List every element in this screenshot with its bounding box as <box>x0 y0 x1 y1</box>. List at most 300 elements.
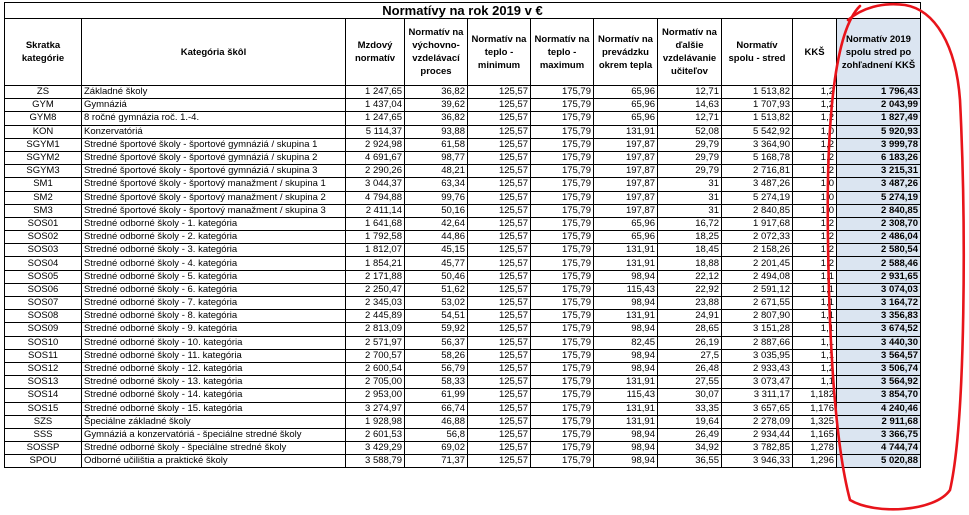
category-name: Stredné odborné školy - 1. kategória <box>82 217 346 230</box>
table-cell: 4 691,67 <box>346 151 405 164</box>
table-cell: 2 924,98 <box>346 138 405 151</box>
table-cell: 2 580,54 <box>837 244 921 257</box>
table-row <box>5 310 921 323</box>
table-cell: 1,2 <box>793 99 837 112</box>
table-cell: 27,55 <box>658 376 722 389</box>
table-cell: 2 933,43 <box>722 362 793 375</box>
table-cell: 2 911,68 <box>837 415 921 428</box>
table-row <box>5 204 921 217</box>
table-cell: 3 044,37 <box>346 178 405 191</box>
category-name: Stredné odborné školy - 5. kategória <box>82 270 346 283</box>
category-name: Stredné odborné školy - 8. kategória <box>82 310 346 323</box>
table-cell: 2 571,97 <box>346 336 405 349</box>
table-cell: 82,45 <box>594 336 658 349</box>
table-row <box>5 231 921 244</box>
table-cell: 125,57 <box>468 244 531 257</box>
table-cell: 3 782,85 <box>722 442 793 455</box>
category-code: SM3 <box>5 204 82 217</box>
column-header: Normatív na prevádzku okrem tepla <box>594 19 658 86</box>
table-cell: 2 716,81 <box>722 165 793 178</box>
table-cell: 175,79 <box>531 310 594 323</box>
table-cell: 56,37 <box>405 336 468 349</box>
table-cell: 175,79 <box>531 191 594 204</box>
table-row <box>5 323 921 336</box>
table-cell: 42,64 <box>405 217 468 230</box>
table-cell: 56,8 <box>405 428 468 441</box>
table-cell: 125,57 <box>468 138 531 151</box>
table-cell: 5 274,19 <box>722 191 793 204</box>
spreadsheet <box>4 2 921 468</box>
category-name: Stredné športové školy - športové gymnáziá / skupina 3 <box>82 165 346 178</box>
table-cell: 1,278 <box>793 442 837 455</box>
table-cell: 65,96 <box>594 112 658 125</box>
category-name: Stredné športové školy - športový manažment / skupina 3 <box>82 204 346 217</box>
header-row <box>5 19 921 86</box>
table-cell: 175,79 <box>531 165 594 178</box>
category-name: Základné školy <box>82 86 346 99</box>
table-cell: 65,96 <box>594 217 658 230</box>
table-cell: 66,74 <box>405 402 468 415</box>
table-cell: 1,1 <box>793 310 837 323</box>
table-cell: 2 887,66 <box>722 336 793 349</box>
table-cell: 98,94 <box>594 362 658 375</box>
table-cell: 125,57 <box>468 428 531 441</box>
table-cell: 2 813,09 <box>346 323 405 336</box>
table-cell: 175,79 <box>531 389 594 402</box>
table-cell: 1 796,43 <box>837 86 921 99</box>
table-cell: 2 588,46 <box>837 257 921 270</box>
table-cell: 197,87 <box>594 151 658 164</box>
category-name: Stredné športové školy - športové gymnáziá / skupina 2 <box>82 151 346 164</box>
table-cell: 3 946,33 <box>722 455 793 468</box>
table-cell: 3 506,74 <box>837 362 921 375</box>
table-cell: 1,1 <box>793 297 837 310</box>
table-cell: 197,87 <box>594 204 658 217</box>
table-cell: 50,16 <box>405 204 468 217</box>
category-name: Stredné športové školy - športový manažment / skupina 1 <box>82 178 346 191</box>
table-row <box>5 376 921 389</box>
table-cell: 98,77 <box>405 151 468 164</box>
category-code: SPOU <box>5 455 82 468</box>
table-cell: 1,325 <box>793 415 837 428</box>
column-header: Normatív na výchovno-vzdelávací proces <box>405 19 468 86</box>
table-cell: 2 494,08 <box>722 270 793 283</box>
category-name: Stredné odborné školy - 13. kategória <box>82 376 346 389</box>
table-row <box>5 178 921 191</box>
table-cell: 2 411,14 <box>346 204 405 217</box>
table-cell: 131,91 <box>594 257 658 270</box>
category-code: SOS11 <box>5 349 82 362</box>
table-row <box>5 362 921 375</box>
category-name: Stredné odborné školy - 7. kategória <box>82 297 346 310</box>
table-cell: 98,94 <box>594 442 658 455</box>
table-row <box>5 99 921 112</box>
table-cell: 2 700,57 <box>346 349 405 362</box>
table-cell: 125,57 <box>468 125 531 138</box>
table-row <box>5 428 921 441</box>
category-name: Gymnáziá <box>82 99 346 112</box>
table-cell: 197,87 <box>594 178 658 191</box>
table-cell: 3 074,03 <box>837 283 921 296</box>
category-code: SOS07 <box>5 297 82 310</box>
table-cell: 175,79 <box>531 270 594 283</box>
table-cell: 31 <box>658 204 722 217</box>
category-code: SM1 <box>5 178 82 191</box>
table-cell: 48,21 <box>405 165 468 178</box>
table-cell: 36,82 <box>405 112 468 125</box>
table-row <box>5 270 921 283</box>
table-cell: 2 705,00 <box>346 376 405 389</box>
table-cell: 54,51 <box>405 310 468 323</box>
table-cell: 3 035,95 <box>722 349 793 362</box>
table-cell: 2 043,99 <box>837 99 921 112</box>
table-cell: 2 201,45 <box>722 257 793 270</box>
table-cell: 2 840,85 <box>722 204 793 217</box>
category-code: SM2 <box>5 191 82 204</box>
table-cell: 3 854,70 <box>837 389 921 402</box>
table-cell: 175,79 <box>531 336 594 349</box>
table-cell: 53,02 <box>405 297 468 310</box>
table-cell: 3 657,65 <box>722 402 793 415</box>
table-cell: 63,34 <box>405 178 468 191</box>
category-name: Gymnáziá a konzervatóriá - špeciálne stredné školy <box>82 428 346 441</box>
table-cell: 131,91 <box>594 244 658 257</box>
table-cell: 1,2 <box>793 165 837 178</box>
table-cell: 3 151,28 <box>722 323 793 336</box>
table-cell: 1,1 <box>793 283 837 296</box>
table-cell: 175,79 <box>531 455 594 468</box>
table-cell: 3 429,29 <box>346 442 405 455</box>
table-cell: 59,92 <box>405 323 468 336</box>
table-cell: 3 274,97 <box>346 402 405 415</box>
table-cell: 2 308,70 <box>837 217 921 230</box>
table-cell: 125,57 <box>468 297 531 310</box>
table-cell: 50,46 <box>405 270 468 283</box>
column-header: Normatív spolu - stred <box>722 19 793 86</box>
table-cell: 65,96 <box>594 99 658 112</box>
table-cell: 6 183,26 <box>837 151 921 164</box>
table-row <box>5 257 921 270</box>
category-name: Stredné odborné školy - 3. kategória <box>82 244 346 257</box>
table-cell: 125,57 <box>468 231 531 244</box>
category-code: SOS03 <box>5 244 82 257</box>
table-cell: 1,0 <box>793 178 837 191</box>
table-row <box>5 455 921 468</box>
table-cell: 175,79 <box>531 244 594 257</box>
table-cell: 22,92 <box>658 283 722 296</box>
table-cell: 125,57 <box>468 402 531 415</box>
table-cell: 131,91 <box>594 402 658 415</box>
category-code: SOS14 <box>5 389 82 402</box>
table-cell: 3 487,26 <box>722 178 793 191</box>
table-cell: 51,62 <box>405 283 468 296</box>
category-name: Stredné športové školy - športový manažment / skupina 2 <box>82 191 346 204</box>
table-row <box>5 336 921 349</box>
category-code: SOS01 <box>5 217 82 230</box>
category-name: Špeciálne základné školy <box>82 415 346 428</box>
table-cell: 5 020,88 <box>837 455 921 468</box>
table-cell: 1,182 <box>793 389 837 402</box>
table-cell: 98,94 <box>594 270 658 283</box>
category-code: SOS02 <box>5 231 82 244</box>
table-cell: 131,91 <box>594 415 658 428</box>
table-cell: 58,33 <box>405 376 468 389</box>
table-cell: 125,57 <box>468 99 531 112</box>
table-cell: 98,94 <box>594 349 658 362</box>
table-cell: 1,2 <box>793 257 837 270</box>
table-cell: 1 928,98 <box>346 415 405 428</box>
table-cell: 2 345,03 <box>346 297 405 310</box>
table-cell: 12,71 <box>658 112 722 125</box>
table-cell: 31 <box>658 178 722 191</box>
table-cell: 30,07 <box>658 389 722 402</box>
table-cell: 26,48 <box>658 362 722 375</box>
table-cell: 3 215,31 <box>837 165 921 178</box>
table-cell: 61,99 <box>405 389 468 402</box>
table-cell: 3 356,83 <box>837 310 921 323</box>
table-cell: 175,79 <box>531 217 594 230</box>
category-code: SOS08 <box>5 310 82 323</box>
table-cell: 1 247,65 <box>346 112 405 125</box>
table-cell: 4 744,74 <box>837 442 921 455</box>
table-cell: 175,79 <box>531 99 594 112</box>
table-cell: 98,94 <box>594 455 658 468</box>
category-name: Stredné odborné školy - 10. kategória <box>82 336 346 349</box>
table-cell: 39,62 <box>405 99 468 112</box>
table-cell: 14,63 <box>658 99 722 112</box>
table-cell: 18,25 <box>658 231 722 244</box>
table-cell: 175,79 <box>531 323 594 336</box>
table-cell: 71,37 <box>405 455 468 468</box>
table-cell: 175,79 <box>531 415 594 428</box>
column-header: Normatív na teplo - maximum <box>531 19 594 86</box>
table-row <box>5 112 921 125</box>
table-cell: 45,77 <box>405 257 468 270</box>
column-header: Mzdový normatív <box>346 19 405 86</box>
table-cell: 1 641,68 <box>346 217 405 230</box>
table-cell: 18,45 <box>658 244 722 257</box>
table-cell: 1,1 <box>793 270 837 283</box>
table-cell: 34,92 <box>658 442 722 455</box>
table-row <box>5 283 921 296</box>
table-cell: 29,79 <box>658 165 722 178</box>
table-cell: 2 278,09 <box>722 415 793 428</box>
category-name: Stredné odborné školy - 15. kategória <box>82 402 346 415</box>
table-cell: 1,1 <box>793 323 837 336</box>
category-name: Stredné odborné školy - špeciálne stredné školy <box>82 442 346 455</box>
table-cell: 1,0 <box>793 204 837 217</box>
table-cell: 1,0 <box>793 191 837 204</box>
table-cell: 175,79 <box>531 349 594 362</box>
table-cell: 26,49 <box>658 428 722 441</box>
table-cell: 125,57 <box>468 257 531 270</box>
category-name: Stredné športové školy - športové gymnáziá / skupina 1 <box>82 138 346 151</box>
table-cell: 98,94 <box>594 297 658 310</box>
category-code: SZS <box>5 415 82 428</box>
table-cell: 2 591,12 <box>722 283 793 296</box>
table-cell: 26,19 <box>658 336 722 349</box>
table-cell: 125,57 <box>468 270 531 283</box>
table-cell: 175,79 <box>531 112 594 125</box>
table-cell: 1,1 <box>793 349 837 362</box>
table-cell: 125,57 <box>468 362 531 375</box>
table-cell: 1 437,04 <box>346 99 405 112</box>
table-cell: 175,79 <box>531 151 594 164</box>
table-cell: 1,2 <box>793 217 837 230</box>
table-cell: 2 807,90 <box>722 310 793 323</box>
column-header: Skratka kategórie <box>5 19 82 86</box>
table-cell: 115,43 <box>594 389 658 402</box>
table-cell: 175,79 <box>531 178 594 191</box>
table-cell: 45,15 <box>405 244 468 257</box>
table-cell: 175,79 <box>531 204 594 217</box>
normatives-table <box>4 2 921 468</box>
table-cell: 1,1 <box>793 376 837 389</box>
table-cell: 2 934,44 <box>722 428 793 441</box>
table-cell: 27,5 <box>658 349 722 362</box>
table-cell: 2 486,04 <box>837 231 921 244</box>
table-cell: 125,57 <box>468 178 531 191</box>
table-cell: 1 513,82 <box>722 112 793 125</box>
table-cell: 5 920,93 <box>837 125 921 138</box>
table-cell: 197,87 <box>594 165 658 178</box>
table-cell: 131,91 <box>594 376 658 389</box>
table-cell: 1 917,68 <box>722 217 793 230</box>
table-cell: 5 114,37 <box>346 125 405 138</box>
table-cell: 2 671,55 <box>722 297 793 310</box>
table-cell: 2 931,65 <box>837 270 921 283</box>
table-cell: 125,57 <box>468 336 531 349</box>
table-cell: 125,57 <box>468 415 531 428</box>
table-cell: 46,88 <box>405 415 468 428</box>
table-cell: 44,86 <box>405 231 468 244</box>
category-name: Stredné odborné školy - 11. kategória <box>82 349 346 362</box>
table-cell: 175,79 <box>531 402 594 415</box>
table-cell: 125,57 <box>468 323 531 336</box>
category-code: SOS13 <box>5 376 82 389</box>
table-cell: 24,91 <box>658 310 722 323</box>
table-row <box>5 125 921 138</box>
category-name: Stredné odborné školy - 9. kategória <box>82 323 346 336</box>
table-cell: 175,79 <box>531 442 594 455</box>
table-cell: 2 290,26 <box>346 165 405 178</box>
column-header: Normatív na ďalšie vzdelávanie učiteľov <box>658 19 722 86</box>
table-cell: 5 274,19 <box>837 191 921 204</box>
table-cell: 125,57 <box>468 389 531 402</box>
category-code: SOS09 <box>5 323 82 336</box>
table-cell: 1 812,07 <box>346 244 405 257</box>
table-row <box>5 191 921 204</box>
table-cell: 3 073,47 <box>722 376 793 389</box>
category-name: Stredné odborné školy - 4. kategória <box>82 257 346 270</box>
table-cell: 2 840,85 <box>837 204 921 217</box>
table-cell: 197,87 <box>594 191 658 204</box>
category-code: SOS12 <box>5 362 82 375</box>
table-cell: 99,76 <box>405 191 468 204</box>
table-cell: 65,96 <box>594 231 658 244</box>
table-row <box>5 138 921 151</box>
category-code: SGYM3 <box>5 165 82 178</box>
table-cell: 1,2 <box>793 112 837 125</box>
table-cell: 23,88 <box>658 297 722 310</box>
category-name: Stredné odborné školy - 6. kategória <box>82 283 346 296</box>
table-cell: 93,88 <box>405 125 468 138</box>
category-code: SGYM2 <box>5 151 82 164</box>
category-name: Konzervatóriá <box>82 125 346 138</box>
table-cell: 1,2 <box>793 231 837 244</box>
column-header: KKŠ <box>793 19 837 86</box>
table-row <box>5 442 921 455</box>
category-name: Stredné odborné školy - 2. kategória <box>82 231 346 244</box>
category-code: ZS <box>5 86 82 99</box>
table-cell: 1 827,49 <box>837 112 921 125</box>
table-cell: 22,12 <box>658 270 722 283</box>
table-cell: 29,79 <box>658 138 722 151</box>
table-cell: 175,79 <box>531 362 594 375</box>
table-cell: 125,57 <box>468 310 531 323</box>
table-cell: 31 <box>658 191 722 204</box>
table-cell: 2 601,53 <box>346 428 405 441</box>
table-cell: 2 953,00 <box>346 389 405 402</box>
table-cell: 125,57 <box>468 112 531 125</box>
table-cell: 175,79 <box>531 283 594 296</box>
category-code: GYM <box>5 99 82 112</box>
table-cell: 1,2 <box>793 138 837 151</box>
table-cell: 5 168,78 <box>722 151 793 164</box>
table-cell: 2 072,33 <box>722 231 793 244</box>
column-header: Normatív na teplo - minimum <box>468 19 531 86</box>
table-cell: 115,43 <box>594 283 658 296</box>
table-cell: 1,2 <box>793 151 837 164</box>
category-name: Stredné odborné školy - 14. kategória <box>82 389 346 402</box>
table-cell: 1 247,65 <box>346 86 405 99</box>
table-cell: 1,176 <box>793 402 837 415</box>
table-cell: 1 707,93 <box>722 99 793 112</box>
table-cell: 131,91 <box>594 125 658 138</box>
category-code: SOS06 <box>5 283 82 296</box>
table-cell: 3 487,26 <box>837 178 921 191</box>
table-cell: 12,71 <box>658 86 722 99</box>
column-header: Kategória škôl <box>82 19 346 86</box>
category-code: SOS15 <box>5 402 82 415</box>
table-cell: 52,08 <box>658 125 722 138</box>
table-cell: 3 674,52 <box>837 323 921 336</box>
table-cell: 1,2 <box>793 86 837 99</box>
table-cell: 175,79 <box>531 376 594 389</box>
table-row <box>5 415 921 428</box>
table-cell: 125,57 <box>468 455 531 468</box>
table-cell: 3 440,30 <box>837 336 921 349</box>
table-cell: 33,35 <box>658 402 722 415</box>
table-cell: 125,57 <box>468 191 531 204</box>
table-row <box>5 389 921 402</box>
table-cell: 175,79 <box>531 297 594 310</box>
table-cell: 29,79 <box>658 151 722 164</box>
category-code: SOSSP <box>5 442 82 455</box>
table-cell: 175,79 <box>531 125 594 138</box>
table-cell: 61,58 <box>405 138 468 151</box>
table-cell: 1,2 <box>793 362 837 375</box>
table-cell: 58,26 <box>405 349 468 362</box>
category-code: KON <box>5 125 82 138</box>
table-cell: 1,1 <box>793 336 837 349</box>
table-cell: 175,79 <box>531 428 594 441</box>
table-cell: 175,79 <box>531 257 594 270</box>
table-row <box>5 86 921 99</box>
category-code: SSS <box>5 428 82 441</box>
table-cell: 2 250,47 <box>346 283 405 296</box>
table-cell: 3 564,92 <box>837 376 921 389</box>
